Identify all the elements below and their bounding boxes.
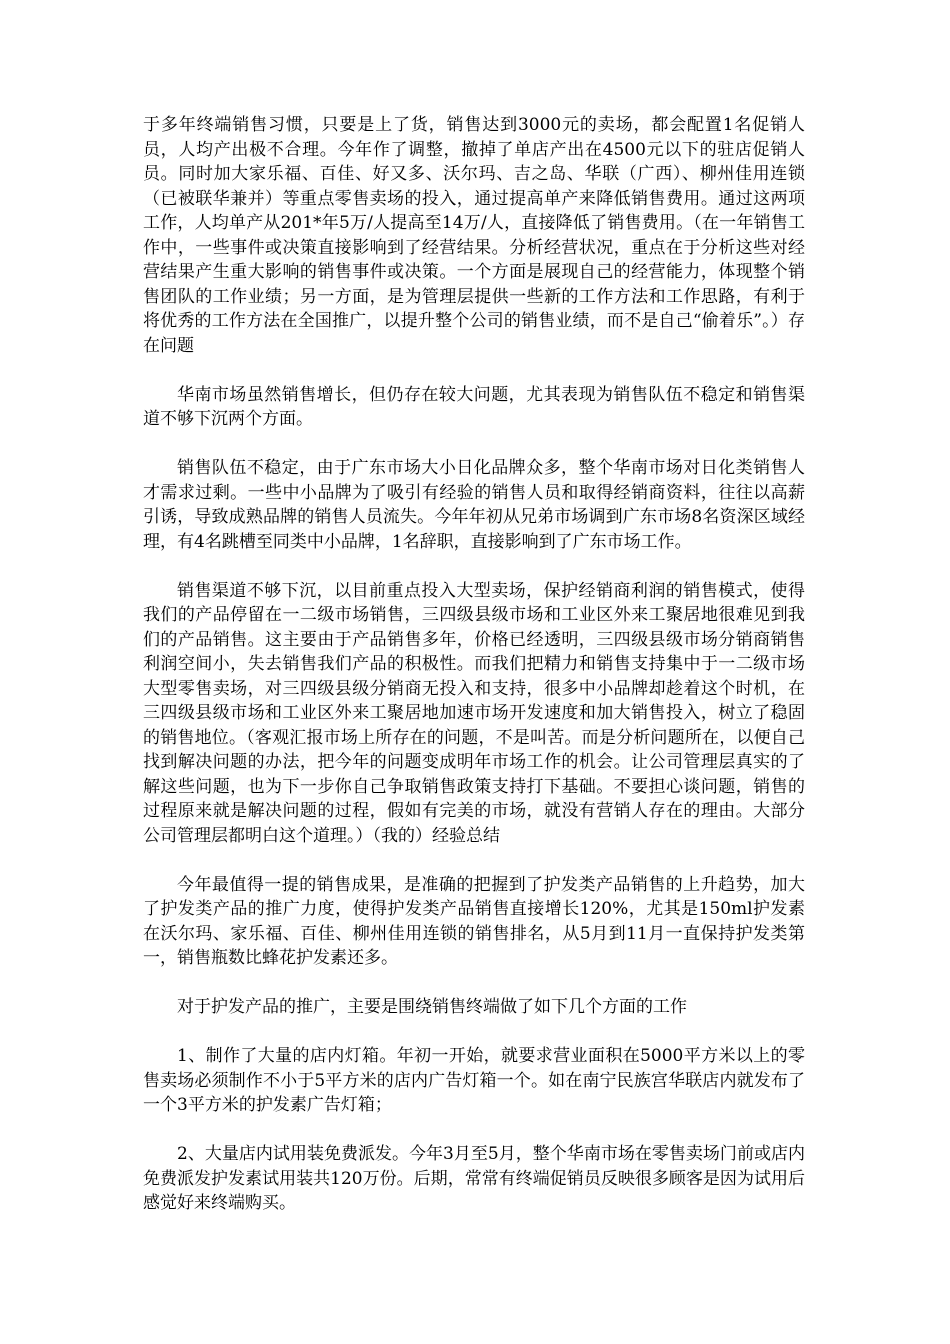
paragraph-unstable-sales-team: 销售队伍不稳定，由于广东市场大小日化品牌众多，整个华南市场对日化类销售人才需求过剩。一些中小品牌为了吸引有经验的销售人员和取得经销商资料，往往以高薪引诱，导致成熟品牌的销售人员流失。今年年初从兄弟市场调到广东市场8名资深区域经理，有4名跳槽至同类中小品牌，1名辞职，直接影响到了广东市场工作。 — [143, 458, 805, 552]
paragraph-hair-care-promotion: 对于护发产品的推广，主要是围绕销售终端做了如下几个方面的工作 — [177, 997, 687, 1017]
paragraph-free-samples: 2、大量店内试用装免费派发。今年3月至5月，整个华南市场在零售卖场门前或店内免费派发护发素试用装共120万份。后期，常常有终端促销员反映很多顾客是因为试用后感觉好来终端购买。 — [143, 1144, 805, 1213]
paragraph-south-china-problems: 华南市场虽然销售增长，但仍存在较大问题，尤其表现为销售队伍不稳定和销售渠道不够下沉两个方面。 — [143, 384, 805, 429]
paragraph-hair-care-results: 今年最值得一提的销售成果，是准确的把握到了护发类产品销售的上升趋势，加大了护发类产品的推广力度，使得护发类产品销售直接增长120%，尤其是150ml护发素在沃尔玛、家乐福、百佳、柳州佳用连锁的销售排名，从5月到11月一直保持护发类第一，销售瓶数比蜂花护发素还多。 — [143, 874, 805, 968]
paragraph-sales-staff-adjustment: 于多年终端销售习惯，只要是上了货，销售达到3000元的卖场，都会配置1名促销人员，人均产出极不合理。今年作了调整，撤掉了单店产出在4500元以下的驻店促销人员。同时加大家乐福、百佳、好又多、沃尔玛、吉之岛、华联（广西）、柳州佳用连锁（已被联华兼并）等重点零售卖场的投入，通过提高单产来降低销售费用。通过这两项工作，人均单产从201*年5万/人提高至14万/人，直接降低了销售费用。（在一年销售工作中，一些事件或决策直接影响到了经营结果。分析经营状况，重点在于分析这些对经营结果产生重大影响的销售事件或决策。一个方面是展现自己的经营能力，体现整个销售团队的工作业绩；另一方面，是为管理层提供一些新的工作方法和工作思路，有利于将优秀的工作方法在全国推广，以提升整个公司的销售业绩，而不是自己“偷着乐”。）存在问题 — [143, 115, 805, 356]
paragraph-light-boxes: 1、制作了大量的店内灯箱。年初一开始，就要求营业面积在5000平方米以上的零售卖场必须制作不小于5平方米的店内广告灯箱一个。如在南宁民族宫华联店内就发布了一个3平方米的护发素广告灯箱； — [143, 1046, 805, 1115]
paragraph-sales-channel: 销售渠道不够下沉，以目前重点投入大型卖场，保护经销商利润的销售模式，使得我们的产品停留在一二级市场销售，三四级县级市场和工业区外来工聚居地很难见到我们的产品销售。这主要由于产品销售多年，价格已经透明，三四级县级市场分销商销售利润空间小，失去销售我们产品的积极性。而我们把精力和销售支持集中于一二级市场大型零售卖场，对三四级县级分销商无投入和支持，很多中小品牌却趁着这个时机，在三四级县级市场和工业区外来工聚居地加速市场开发速度和加大销售投入，树立了稳固的销售地位。（客观汇报市场上所存在的问题，不是叫苦。而是分析问题所在，以便自己找到解决问题的办法，把今年的问题变成明年市场工作的机会。让公司管理层真实的了解这些问题，也为下一步你自己争取销售政策支持打下基础。不要担心谈问题，销售的过程原来就是解决问题的过程，假如有完美的市场，就没有营销人存在的理由。大部分公司管理层都明白这个道理。）（我的）经验总结 — [143, 580, 805, 846]
document-page — [143, 113, 805, 1216]
